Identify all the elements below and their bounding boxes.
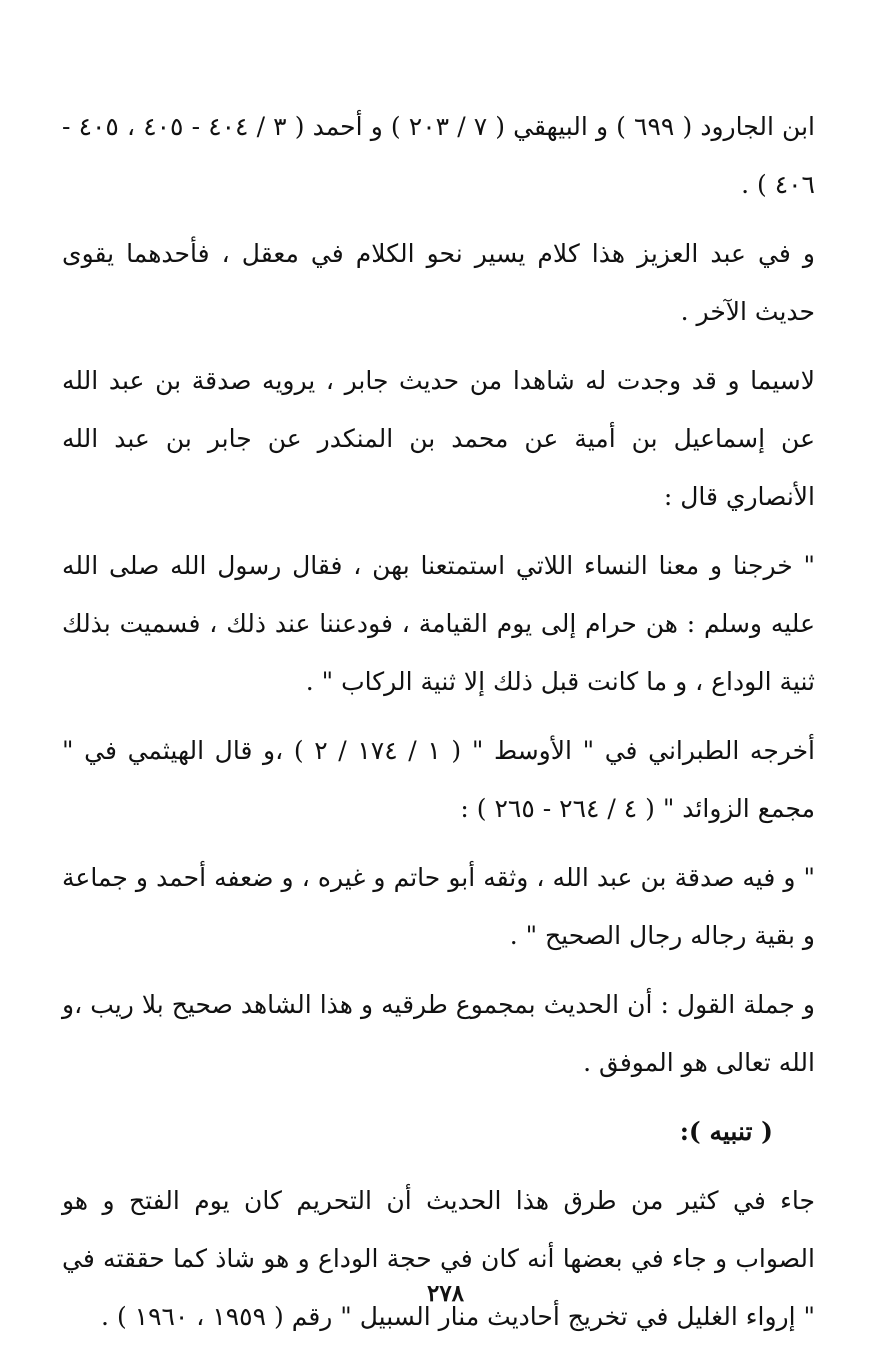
paragraph-conclusion: و جملة القول : أن الحديث بمجموع طرقيه و هذا الشاهد صحيح بلا ريب ،و الله تعالى هو الموفق . [62, 990, 815, 1077]
paragraph-citations: ابن الجارود ( ٦٩٩ ) و البيهقي ( ٧ / ٢٠٣ ) و أحمد ( ٣ / ٤٠٤ - ٤٠٥ ، ٤٠٥ - ٤٠٦ ) . [62, 112, 815, 199]
page-number: ٢٧٨ [426, 1280, 465, 1307]
note-heading: ( تنبيه ): [679, 1117, 773, 1146]
paragraph-abdulaziz: و في عبد العزيز هذا كلام يسير نحو الكلام في معقل ، فأحدهما يقوى حديث الآخر . [62, 239, 816, 326]
paragraph-hadith-quote: " خرجنا و معنا النساء اللاتي استمتعنا بهن ، فقال رسول الله صلى الله عليه وسلم : هن حرام إلى يوم القيامة ، فودعننا عند ذلك ، فسميت بذلك ثنية الوداع ، و ما كانت قبل ذلك إلا ثنية الركاب " . [62, 551, 815, 696]
paragraph-jabir-witness: لاسيما و قد وجدت له شاهدا من حديث جابر ، يرويه صدقة بن عبد الله عن إسماعيل بن أمية عن محمد بن المنكدر عن جابر بن عبد الله الأنصاري قال : [62, 366, 815, 511]
paragraph-tabarani: أخرجه الطبراني في " الأوسط " ( ١ / ١٧٤ / ٢ ) ،و قال الهيثمي في " مجمع الزوائد " ( ٤ / ٢٦٤ - ٢٦٥ ) : [62, 736, 815, 823]
paragraph-haythami-quote: " و فيه صدقة بن عبد الله ، وثقه أبو حاتم و غيره ، و ضعفه أحمد و جماعة و بقية رجاله رجال الصحيح " . [62, 863, 815, 950]
page-body [62, 98, 815, 1357]
paragraph-note: جاء في كثير من طرق هذا الحديث أن التحريم كان يوم الفتح و هو الصواب و جاء في بعضها أنه كان في حجة الوداع و هو شاذ كما حققته في " إرواء الغليل في تخريج أحاديث منار السبيل " رقم ( ١٩٥٩ ، ١٩٦٠ ) . [62, 1186, 815, 1331]
